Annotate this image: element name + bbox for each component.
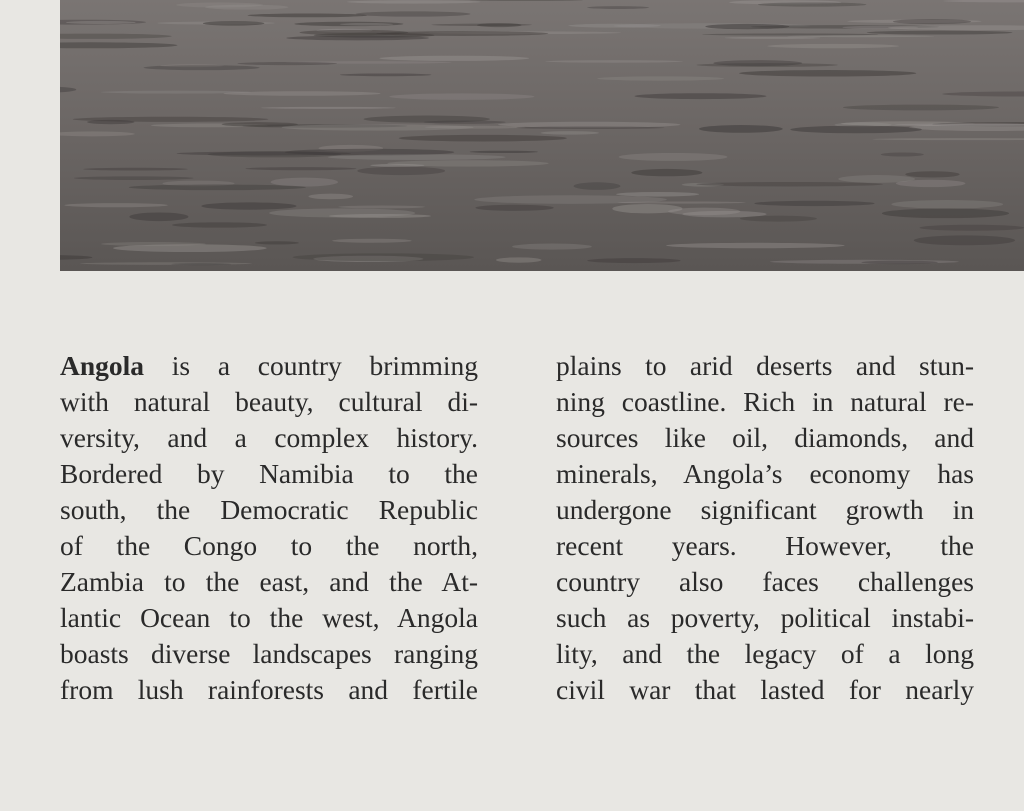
text-line: minerals, Angola’s economy has [556, 458, 974, 489]
water-ripple [666, 243, 845, 248]
water-photo [60, 0, 1024, 271]
water-ripple [347, 0, 481, 3]
water-ripple [364, 116, 490, 123]
water-ripple [619, 153, 728, 161]
text-line: lantic Ocean to the west, Angola [60, 602, 478, 633]
water-ripple [64, 203, 168, 207]
text-line: country also faces challenges [556, 566, 974, 597]
water-ripple [587, 258, 680, 263]
water-ripple [201, 202, 296, 209]
water-ripple [83, 168, 188, 171]
water-ripple [477, 23, 522, 27]
water-ripple [357, 167, 445, 175]
water-ripple [332, 239, 412, 243]
water-ripple [308, 194, 353, 200]
water-ripple [739, 70, 916, 76]
text-line: from lush rainforests and fertile [60, 674, 478, 705]
water-ripple [286, 36, 429, 41]
water-texture-image [60, 0, 1024, 271]
water-ripple [389, 93, 534, 99]
water-ripple [541, 131, 599, 134]
water-ripple [754, 201, 874, 206]
water-ripple [340, 23, 393, 26]
water-ripple [699, 125, 783, 133]
water-ripple [758, 2, 867, 6]
water-ripple [474, 195, 667, 204]
water-ripple [205, 5, 289, 10]
water-ripple [612, 204, 682, 213]
water-ripple [370, 164, 424, 167]
water-ripple [340, 73, 431, 76]
water-ripple [696, 182, 883, 186]
water-ripple [843, 105, 999, 111]
water-ripple [66, 21, 136, 24]
water-ripple [237, 62, 337, 65]
water-ripple [255, 241, 299, 244]
water-ripple [882, 209, 1009, 219]
text-line: such as poverty, political instabi- [556, 602, 974, 633]
water-ripple [299, 30, 408, 35]
water-ripple [222, 122, 298, 126]
water-ripple [475, 205, 554, 211]
water-ripple [73, 117, 269, 122]
water-ripple [101, 91, 251, 94]
water-ripple [867, 31, 1013, 35]
text-line: Angola is a country brimming [60, 350, 478, 381]
water-ripple [261, 107, 396, 109]
water-ripple [129, 212, 188, 221]
water-ripple [338, 205, 425, 208]
water-ripple [172, 222, 267, 227]
water-ripple [790, 126, 922, 133]
text-line: versity, and a complex history. [60, 422, 478, 453]
water-ripple [248, 13, 367, 17]
water-ripple [891, 200, 1003, 208]
water-ripple [696, 63, 837, 67]
water-ripple [143, 65, 259, 70]
article-lead-word: Angola [60, 350, 145, 381]
water-ripple [269, 208, 415, 217]
text-line: plains to arid deserts and stun- [556, 350, 974, 381]
water-ripple [516, 126, 664, 129]
water-ripple [881, 153, 924, 157]
water-ripple [203, 21, 264, 26]
text-line: boasts diverse landscapes ranging [60, 638, 478, 669]
water-ripple [113, 244, 267, 252]
water-ripple [271, 178, 338, 187]
water-ripple [616, 192, 699, 197]
text-line: Bordered by Namibia to the [60, 458, 478, 489]
text-line: Zambia to the east, and the At- [60, 566, 478, 597]
water-ripple [545, 60, 683, 63]
water-ripple [177, 152, 351, 156]
water-ripple [631, 169, 702, 176]
water-ripple [740, 216, 817, 222]
text-line: undergone significant growth in [556, 494, 974, 525]
article-column-left [60, 348, 478, 708]
water-ripple [914, 235, 1015, 245]
text-line: recent years. However, the [556, 530, 974, 561]
water-ripple [379, 56, 529, 61]
water-ripple [399, 135, 567, 142]
water-ripple [245, 167, 356, 170]
water-ripple [920, 225, 1024, 231]
water-ripple [587, 6, 649, 9]
water-ripple [893, 19, 971, 24]
water-ripple [328, 154, 506, 160]
water-ripple [896, 180, 966, 187]
water-ripple [74, 176, 194, 180]
water-ripple [171, 263, 231, 265]
water-ripple [282, 124, 474, 130]
text-line: ning coastline. Rich in natural re- [556, 386, 974, 417]
text-line: civil war that lasted for nearly [556, 674, 974, 705]
text-line: lity, and the legacy of a long [556, 638, 974, 669]
water-ripple [496, 257, 542, 262]
water-ripple [356, 11, 471, 16]
water-ripple [129, 185, 306, 191]
water-ripple [861, 261, 938, 265]
water-ripple [293, 253, 474, 261]
article-column-right [556, 348, 974, 708]
water-ripple [725, 37, 821, 39]
water-ripple [574, 182, 621, 190]
water-ripple [787, 35, 934, 37]
text-line: with natural beauty, cultural di- [60, 386, 478, 417]
text-line: of the Congo to the north, [60, 530, 478, 561]
text-line: south, the Democratic Republic [60, 494, 478, 525]
water-ripple [470, 151, 538, 153]
water-ripple [512, 244, 592, 250]
water-ripple [634, 93, 766, 99]
water-ripple [597, 76, 724, 80]
water-ripple [905, 171, 959, 177]
water-ripple [767, 44, 899, 48]
text-line: sources like oil, diamonds, and [556, 422, 974, 453]
